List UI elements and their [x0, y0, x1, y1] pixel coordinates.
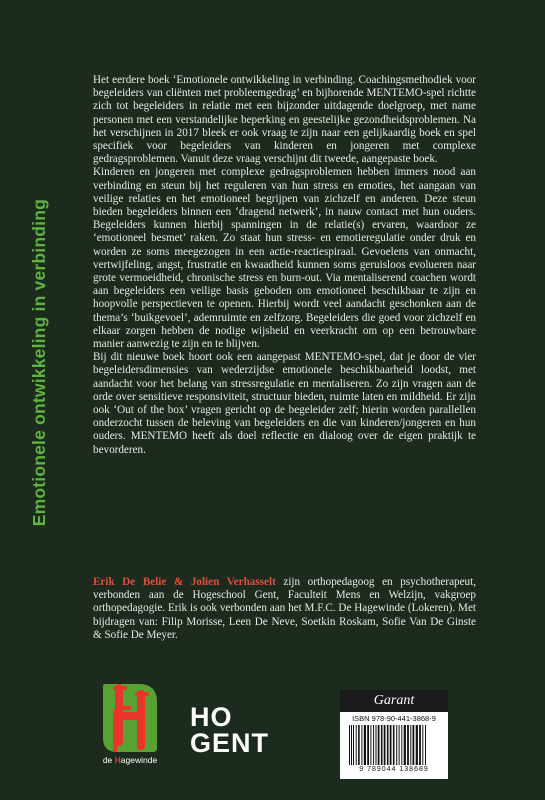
hagewinde-logo-icon [95, 682, 165, 754]
spine-title-text: Emotionele ontwikkeling in verbinding [28, 199, 49, 527]
isbn-barcode-block [340, 690, 448, 779]
publisher-logo: Garant [340, 690, 448, 712]
barcode-digits: 9 789044 138689 [359, 766, 429, 773]
blurb-paragraph-2: Kinderen en jongeren met complexe gedragsproblemen hebben immers nood aan verbinding en steun bij het reguleren van hun stress en emoties, het aangaan van veilige relaties en het emotioneel begrijpen van zichzelf en anderen. Deze steun bieden begeleiders binnen een ‘dragend netwerk’, in nauw contact met hun ouders. Begeleiders kunnen hierbij spanningen in de relatie(s) ervaren, waardoor ze ‘emotioneel besmet’ raken. Zo staat hun stress- en emotieregulatie onder druk en worden ze soms meegezogen in een actie-reactiespiraal. Gevoelens van onmacht, vertwijfeling, angst, frustratie en kwaadheid kunnen soms geruisloos evolueren naar grote vermoeidheid, chronische stress en burn-out. Via mentaliserend coachen wordt aan begeleiders een veilige basis geboden om emotioneel beschikbaar te zijn en hoopvolle perspectieven te openen. Hierbij wordt veel aandacht geschonken aan de thema’s ‘buikgevoel’, ademruimte en zelfzorg. Begeleiders die goed voor zichzelf en elkaar zorgen hebben de nodige wijsheid en veerkracht om op een betrouwbare manier aanwezig te zijn en te blijven. [93, 166, 476, 351]
blurb-paragraph-1: Het eerdere boek ‘Emotionele ontwikkeling in verbinding. Coachingsmethodiek voor begeleiders van cliënten met probleemgedrag’ en bijhorende MENTEMO-spel richtte zich tot begeleiders in relatie met een bijzonder uitdagende doelgroep, met name personen met een verstandelijke beperking en geestelijke gezondheidsproblemen. Na het verschijnen in 2017 bleek er ook vraag te zijn naar een gelijkaardig boek en spel specifiek voor begeleiders van kinderen en jongeren met complexe gedragsproblemen. Vanuit deze vraag verschijnt dit tweede, aangepaste boek. [93, 74, 476, 166]
spine-title [26, 68, 52, 658]
hogent-logo [190, 704, 269, 756]
hagewinde-caption: de Hagewinde [102, 755, 158, 765]
back-cover-blurb [93, 74, 476, 457]
hogent-logo-line2: GENT [190, 728, 270, 758]
blurb-paragraph-3: Bij dit nieuwe boek hoort ook een aangepast MENTEMO-spel, dat je door de vier begeleidersdimensies van wederzijdse emotionele beschikbaarheid loodst, met aandacht voor het belang van stressregulatie en mentaliseren. Zo zijn vragen aan de orde over sensitieve responsiviteit, structuur bieden, ruimte laten en mildheid. Er zijn ook ‘Out of the box’ vragen gericht op de begeleider zelf; hierin worden parallellen onderzocht tussen de beleving van begeleiders en die van kinderen/jongeren en hun ouders. MENTEMO heeft als doel reflectie en dialoog over de eigen praktijk te bevorderen. [93, 351, 476, 456]
isbn-number: ISBN 978-90-441-3868-9 [352, 714, 436, 723]
author-bio [93, 576, 476, 642]
hogent-logo-line1: HO [190, 702, 233, 732]
author-bio-text: zijn orthopedagoog en psychotherapeut, verbonden aan de Hogeschool Gent, Faculteit Mens en Welzijn, vakgroep orthopedagogie. Erik is ook verbonden aan het M.F.C. De Hagewinde (Lokeren). Met bijdragen van: Filip Morisse, Leen De Neve, Soetkin Roskam, Sofie Van De Ginste & Sofie De Meyer. [93, 576, 476, 641]
barcode-icon [348, 725, 440, 765]
author-names: Erik De Belie & Jolien Verhasselt [93, 576, 276, 588]
